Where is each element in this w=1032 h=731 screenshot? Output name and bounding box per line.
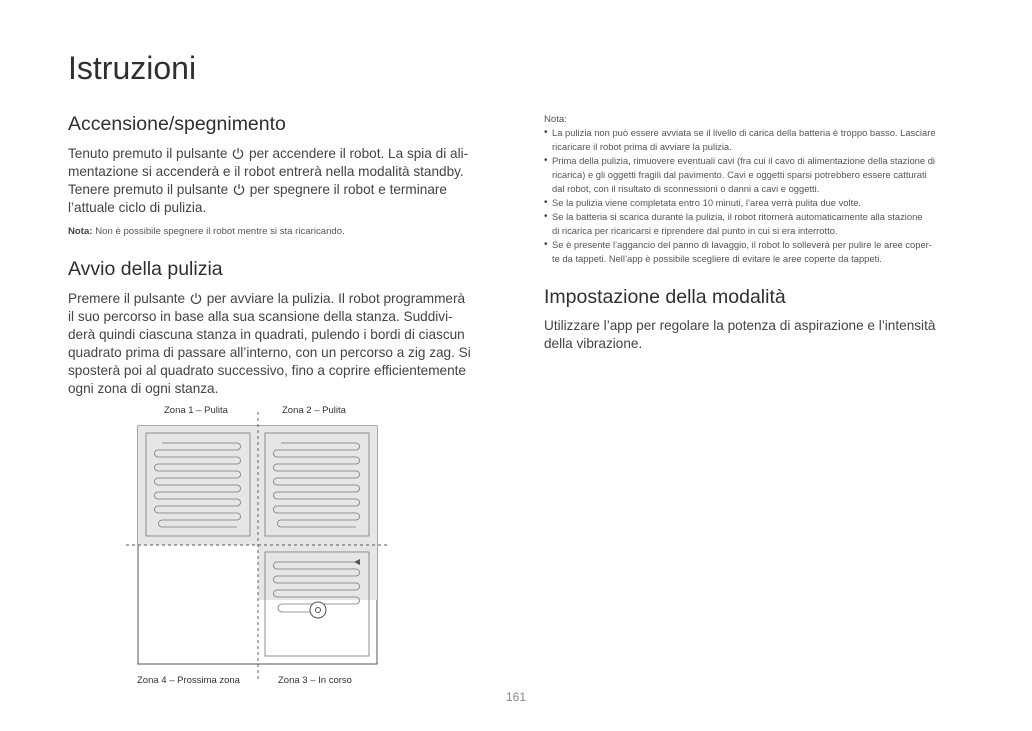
- note-item: [544, 238, 969, 266]
- note-line: • Se la batteria si scarica durante la pulizia, il robot ritornerà automaticamente alla stazione: [552, 211, 923, 222]
- text-line: Utilizzare l’app per regolare la potenza di aspirazione e l’intensità: [544, 318, 936, 333]
- power-icon: [231, 147, 245, 160]
- note-line: di ricarica per ricaricarsi e riprendere dal punto in cui si era interrotto.: [552, 225, 838, 236]
- text-line: sposterà poi al quadrato successivo, fino a coprire efficientemente: [68, 363, 466, 378]
- power-icon: [232, 183, 246, 196]
- power-icon: [189, 292, 203, 305]
- note-line: • Prima della pulizia, rimuovere eventuali cavi (fra cui il cavo di alimentazione della stazione di: [552, 155, 935, 166]
- label-zone2: Zona 2 – Pulita: [282, 405, 346, 416]
- clean-paragraph: [68, 290, 508, 398]
- note-item: [544, 210, 969, 238]
- note-item: [544, 154, 969, 196]
- cleaning-zones-diagram: [120, 412, 395, 680]
- page-title: Istruzioni: [68, 50, 197, 86]
- note-label: Nota:: [68, 226, 93, 237]
- zone2-area: [258, 426, 377, 545]
- note-item: [544, 196, 969, 210]
- note-line: ricarica) e gli oggetti fragili dal pavimento. Cavi e oggetti sparsi potrebbero essere catturati: [552, 169, 927, 180]
- robot-icon: [310, 602, 326, 618]
- notes-list: [544, 126, 969, 266]
- text-segment: per accendere il robot. La spia di ali-: [249, 146, 469, 161]
- text-line: della vibrazione.: [544, 336, 643, 351]
- heading-clean: Avvio della pulizia: [68, 258, 223, 280]
- zone1-area: [138, 426, 258, 545]
- text-segment: Premere il pulsante: [68, 291, 186, 306]
- text-line: l’attuale ciclo di pulizia.: [68, 200, 207, 215]
- text-line: il suo percorso in base alla sua scansione della stanza. Suddivi-: [68, 309, 453, 324]
- note-line: • Se la pulizia viene completata entro 10 minuti, l’area verrà pulita due volte.: [552, 197, 862, 208]
- note-item: [544, 126, 969, 154]
- label-zone3: Zona 3 – In corso: [278, 675, 352, 686]
- power-paragraph: [68, 145, 508, 217]
- note-line: te da tappeti. Nell’app è possibile scegliere di evitare le aree coperte da tappeti.: [552, 253, 882, 264]
- note-text: Non è possibile spegnere il robot mentre si sta ricaricando.: [95, 226, 345, 237]
- text-segment: per avviare la pulizia. Il robot programmerà: [206, 291, 466, 306]
- text-line: ogni zona di ogni stanza.: [68, 381, 219, 396]
- label-zone4: Zona 4 – Prossima zona: [137, 675, 240, 686]
- note-line: • La pulizia non può essere avviata se il livello di carica della batteria è troppo basso. Lasciare: [552, 127, 936, 138]
- note-line: ricaricare il robot prima di avviare la pulizia.: [552, 141, 732, 152]
- text-segment: Tenuto premuto il pulsante: [68, 146, 228, 161]
- page-number: 161: [505, 690, 527, 704]
- power-note: [68, 225, 345, 238]
- text-segment: Tenere premuto il pulsante: [68, 182, 229, 197]
- label-zone1: Zona 1 – Pulita: [164, 405, 228, 416]
- notes-label: Nota:: [544, 114, 567, 125]
- text-line: derà quindi ciascuna stanza in quadrati, pulendo i bordi di ciascun: [68, 327, 465, 342]
- heading-power: Accensione/spegnimento: [68, 113, 286, 135]
- note-line: dal robot, con il risultato di sconnessioni o danni a cavi e oggetti.: [552, 183, 820, 194]
- note-line: • Se è presente l’aggancio del panno di lavaggio, il robot lo solleverà per pulire le aree coper-: [552, 239, 932, 250]
- text-line: quadrato prima di passare all’interno, con un percorso a zig zag. Si: [68, 345, 471, 360]
- heading-mode: Impostazione della modalità: [544, 286, 786, 308]
- mode-paragraph: [544, 317, 984, 353]
- text-line: mentazione si accenderà e il robot entrerà nella modalità standby.: [68, 164, 464, 179]
- text-segment: per spegnere il robot e terminare: [249, 182, 447, 197]
